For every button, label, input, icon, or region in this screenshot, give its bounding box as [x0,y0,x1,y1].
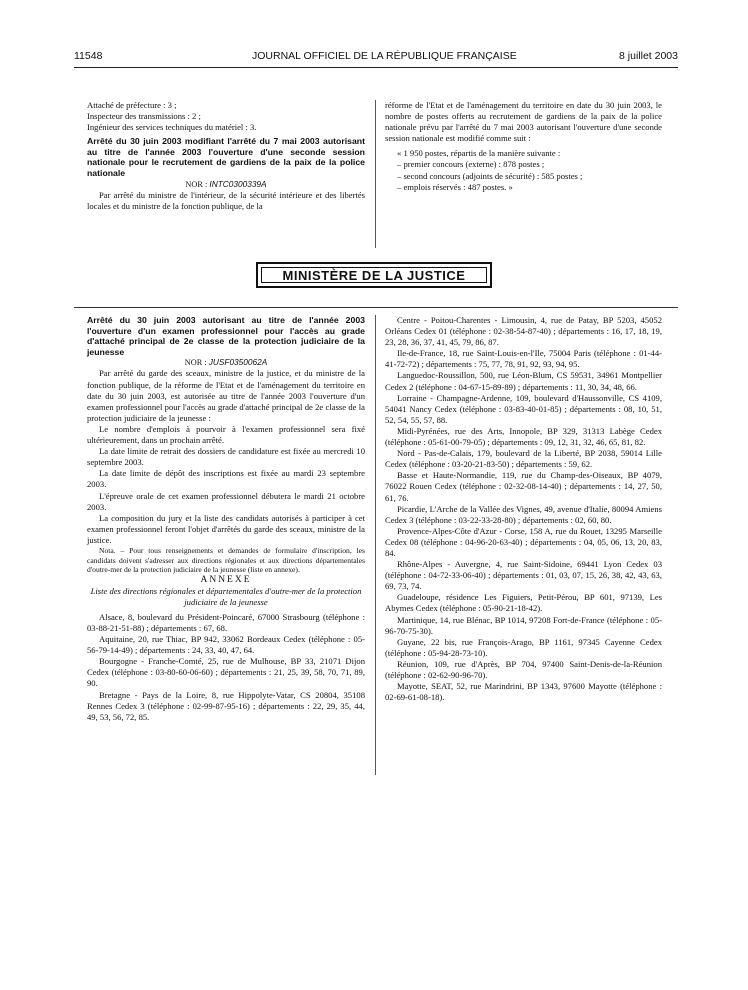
directorate-entry: Nord - Pas-de-Calais, 179, boulevard de la Liberté, BP 2038, 59014 Lille Cedex (téléphone : 03-20-21-83-50) ; départements : 59, 62. [385,448,662,470]
directorate-entry: Ile-de-France, 18, rue Saint-Louis-en-l'Ile, 75004 Paris (téléphone : 01-44-41-72-72) ; départements : 75, 77, 78, 91, 92, 93, 94, 95. [385,348,662,370]
directorate-entry: Picardie, L'Arche de la Vallée des Vignes, 49, avenue d'Italie, 80094 Amiens Cedex 3 (téléphone : 03-22-33-28-80) ; départements : 02, 60, 80. [385,503,662,525]
list-line: Ingénieur des services techniques du matériel : 3. [87,122,257,133]
paragraph: La date limite de retrait des dossiers de candidature est fixée au mercredi 10 septembre 2003. [87,446,365,468]
directorate-entry: Provence-Alpes-Côte d'Azur - Corse, 158 A, rue du Rouet, 13295 Marseille Cedex 08 (téléphone : 04-96-20-63-40) ; départements : 04, 05, 06, 13, 20, 83, 84. [385,525,662,558]
paragraph: La date limite de dépôt des inscriptions est fixée au mardi 23 septembre 2003. [87,468,365,490]
justice-right-column [385,315,662,703]
nor-reference [87,179,365,190]
list-line: Attaché de préfecture : 3 ; [87,100,177,110]
nor-code: INTC0300339A [209,178,267,189]
directorate-entry: Bretagne - Pays de la Loire, 8, rue Hippolyte-Vatar, CS 20804, 35108 Rennes Cedex 3 (téléphone : 02-99-87-95-16) ; départements : 22, 29, 35, 44, 49, 53, 56, 72, 85. [87,689,365,722]
column-separator [375,315,376,775]
issue-date: 8 juillet 2003 [619,50,678,62]
directorate-entry: Bourgogne - Franche-Comté, 25, rue de Mulhouse, BP 33, 21071 Dijon Cedex (téléphone : 03-80-60-06-60) ; départements : 21, 25, 39, 58, 70, 71, 89, 90. [87,656,365,689]
bullet-item: – emplois réservés : 487 postes. » [397,181,513,192]
bullet-item: – second concours (adjoints de sécurité) : 585 postes ; [397,170,583,181]
nor-reference [87,357,365,368]
quote-intro: « 1 950 postes, répartis de la manière suivante : [397,148,561,159]
column-separator [375,100,376,248]
directorate-entry: Mayotte, SEAT, 52, rue Marindrini, BP 1343, 97600 Mayotte (téléphone : 02-69-61-08-18). [385,681,662,703]
annexe-title: ANNEXE [200,574,252,585]
bullet-item: – premier concours (externe) : 878 postes ; [397,159,545,170]
annexe-subtitle: Liste des directions régionales et départementales d'outre-mer de la protection judiciaire de la jeunesse [90,585,362,607]
nor-label: NOR : [184,358,207,368]
header-rule [74,67,678,68]
directorate-entry: Rhône-Alpes - Auvergne, 4, rue Saint-Sidoine, 69441 Lyon Cedex 03 (téléphone : 04-72-33-06-40) ; départements : 01, 03, 07, 15, 26, 38, 42, 43, 63, 69, 73, 74. [385,559,662,592]
section-divider [74,307,678,308]
directorate-entry: Aquitaine, 20, rue Thiac, BP 942, 33062 Bordeaux Cedex (téléphone : 05-56-79-14-49) ; départements : 24, 33, 40, 47, 64. [87,634,365,656]
decree-body-continued: réforme de l'Etat et de l'aménagement du territoire en date du 30 juin 2003, le nombre de postes offerts au recrutement de gardiens de la paix de la police nationale prévu par l'arrêté du 7 mai 2003 autorisant l'ouverture d'une seconde session nationale est modifié comme suit : [385,100,662,144]
paragraph: L'épreuve orale de cet examen professionnel débutera le mardi 21 octobre 2003. [87,490,365,512]
top-right-column [385,100,662,193]
directorate-entry: Guyane, 22 bis, rue François-Arago, BP 1161, 97345 Cayenne Cedex (téléphone : 05-94-28-73-10). [385,636,662,658]
nor-code: JUSF0350062A [208,357,268,368]
directorate-entry: Basse et Haute-Normandie, 119, rue du Champ-des-Oiseaux, BP 4079, 76022 Rouen Cedex (téléphone : 02-32-08-14-40) ; départements : 14, 27, 50, 61, 76. [385,470,662,503]
nor-label: NOR : [185,179,208,189]
top-left-column [87,100,365,212]
directorate-entry: Martinique, 14, rue Blénac, BP 1014, 97208 Fort-de-France (téléphone : 05-96-70-75-30). [385,614,662,636]
decree-body: Par arrêté du ministre de l'intérieur, de la sécurité intérieure et des libertés locales et du ministre de la fonction publique, de la [87,189,365,211]
ministry-heading-box [256,262,492,288]
directorate-entry: Lorraine - Champagne-Ardenne, 109, boulevard d'Haussonville, CS 4109, 54041 Nancy Cedex (téléphone : 03-83-40-01-85) ; départements : 08, 10, 51, 52, 54, 55, 57, 88. [385,392,662,425]
nota-note: Nota. – Pour tous renseignements et demandes de formulaire d'inscription, les candidats doivent s'adresser aux directions régionales et aux directions départementales d'outre-mer de la protection judiciaire de la jeunesse (liste en annexe). [87,545,365,575]
paragraph: Par arrêté du garde des sceaux, ministre de la justice, et du ministre de la fonction publique, de la réforme de l'Etat et de l'aménagement du territoire en date du 30 juin 2003, est autorisée au titre de l'année 2003 l'ouverture d'un examen professionnel pour l'accès au grade d'attaché principal de 2e classe de la protection judiciaire de la jeunesse : [87,368,365,423]
directorate-entry: Guadeloupe, résidence Les Figuiers, Petit-Pérou, BP 601, 97139, Les Abymes Cedex (téléphone : 05-90-21-18-42). [385,592,662,614]
directorate-entry: Midi-Pyrénées, rue des Arts, Innopole, BP 329, 31313 Labège Cedex (téléphone : 05-61-00-79-05) ; départements : 09, 12, 31, 32, 46, 65, 81, 82. [385,425,662,448]
page-number: 11548 [74,50,103,62]
directorate-entry: Alsace, 8, boulevard du Président-Poincaré, 67000 Strasbourg (téléphone : 03-88-21-51-88) ; départements : 67, 68. [87,611,365,633]
page-header [74,50,678,64]
decree-title: Arrêté du 30 juin 2003 autorisant au titre de l'année 2003 l'ouverture d'un examen professionnel pour l'accès au grade d'attaché principal de 2e classe de la protection judiciaire de la jeunesse [87,315,365,357]
directorate-entry: Réunion, 109, rue d'Après, BP 704, 97400 Saint-Denis-de-la-Réunion (téléphone : 02-62-90-96-70). [385,658,662,680]
paragraph: La composition du jury et la liste des candidats autorisés à participer à cet examen professionnel feront l'objet d'arrêtés du garde des sceaux, ministre de la justice. [87,512,365,545]
directorate-entry: Languedoc-Roussillon, 500, rue Léon-Blum, CS 59531, 34961 Montpellier Cedex 2 (téléphone : 04-67-15-89-89) ; départements : 11, 30, 34, 48, 66. [385,370,662,392]
list-line: Inspecteur des transmissions : 2 ; [87,111,201,122]
ministry-name: MINISTÈRE DE LA JUSTICE [261,267,487,283]
justice-left-column [87,315,365,723]
decree-title: Arrêté du 30 juin 2003 modifiant l'arrêté du 7 mai 2003 autorisant au titre de l'année 2003 l'ouverture d'une seconde session nationale pour le recrutement de gardiens de la paix de la police nationale [87,136,365,179]
paragraph: Le nombre d'emplois à pourvoir à l'examen professionnel sera fixé ultérieurement, dans un prochain arrêté. [87,423,365,446]
journal-title: JOURNAL OFFICIEL DE LA RÉPUBLIQUE FRANÇAISE [252,50,517,62]
directorate-entry: Centre - Poitou-Charentes - Limousin, 4, rue de Patay, BP 5203, 45052 Orléans Cedex 01 (téléphone : 02-38-54-87-40) ; départements : 16, 17, 18, 19, 23, 28, 36, 37, 41, 45, 79, 86, 87. [385,315,662,348]
